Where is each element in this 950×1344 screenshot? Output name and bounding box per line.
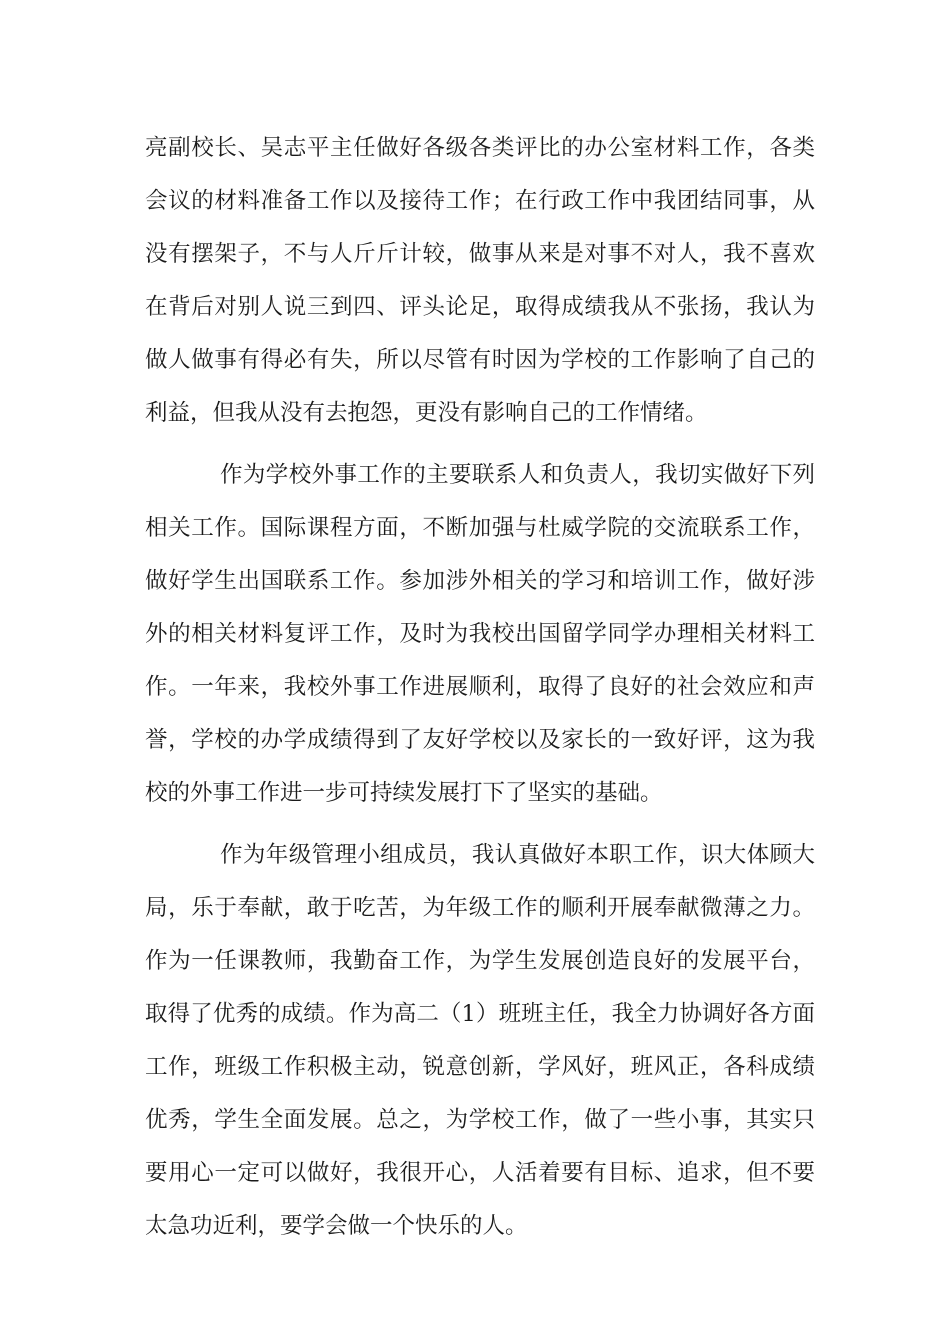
paragraph-2-line-2: 相关工作。国际课程方面，不断加强与杜威学院的交流联系工作， xyxy=(145,515,815,541)
paragraph-3-line-8: 太急功近利，要学会做一个快乐的人。 xyxy=(145,1213,528,1239)
paragraph-3-line-6: 优秀，学生全面发展。总之，为学校工作，做了一些小事，其实只 xyxy=(145,1107,815,1133)
paragraph-1-line-4: 在背后对别人说三到四、评头论足，取得成绩我从不张扬，我认为 xyxy=(145,294,815,320)
paragraph-3-line-4: 取得了优秀的成绩。作为高二（1）班班主任，我全力协调好各方面 xyxy=(145,1001,815,1027)
paragraph-2-line-7: 校的外事工作进一步可持续发展打下了坚实的基础。 xyxy=(145,780,663,806)
paragraph-2-line-4: 外的相关材料复评工作，及时为我校出国留学同学办理相关材料工 xyxy=(145,621,815,647)
paragraph-3-line-1: 作为年级管理小组成员，我认真做好本职工作，识大体顾大 xyxy=(220,842,815,868)
paragraph-2-line-3: 做好学生出国联系工作。参加涉外相关的学习和培训工作，做好涉 xyxy=(145,568,815,594)
paragraph-1-line-5: 做人做事有得必有失，所以尽管有时因为学校的工作影响了自己的 xyxy=(145,347,815,373)
paragraph-2-line-5: 作。一年来，我校外事工作进展顺利，取得了良好的社会效应和声 xyxy=(145,674,815,700)
paragraph-3-line-7: 要用心一定可以做好，我很开心，人活着要有目标、追求，但不要 xyxy=(145,1160,815,1186)
paragraph-3-line-2: 局，乐于奉献，敢于吃苦，为年级工作的顺利开展奉献微薄之力。 xyxy=(145,895,815,921)
paragraph-1-line-3: 没有摆架子，不与人斤斤计较，做事从来是对事不对人，我不喜欢 xyxy=(145,241,815,267)
paragraph-1-line-1: 亮副校长、吴志平主任做好各级各类评比的办公室材料工作，各类 xyxy=(145,135,815,161)
paragraph-3-line-5: 工作，班级工作积极主动，锐意创新，学风好，班风正，各科成绩 xyxy=(145,1054,815,1080)
paragraph-2-line-1: 作为学校外事工作的主要联系人和负责人，我切实做好下列 xyxy=(220,462,815,488)
paragraph-2-line-6: 誉，学校的办学成绩得到了友好学校以及家长的一致好评，这为我 xyxy=(145,727,815,753)
paragraph-1-line-2: 会议的材料准备工作以及接待工作；在行政工作中我团结同事，从 xyxy=(145,188,815,214)
paragraph-3-line-3: 作为一任课教师，我勤奋工作，为学生发展创造良好的发展平台， xyxy=(145,948,815,974)
paragraph-1-line-6: 利益，但我从没有去抱怨，更没有影响自己的工作情绪。 xyxy=(145,400,708,426)
